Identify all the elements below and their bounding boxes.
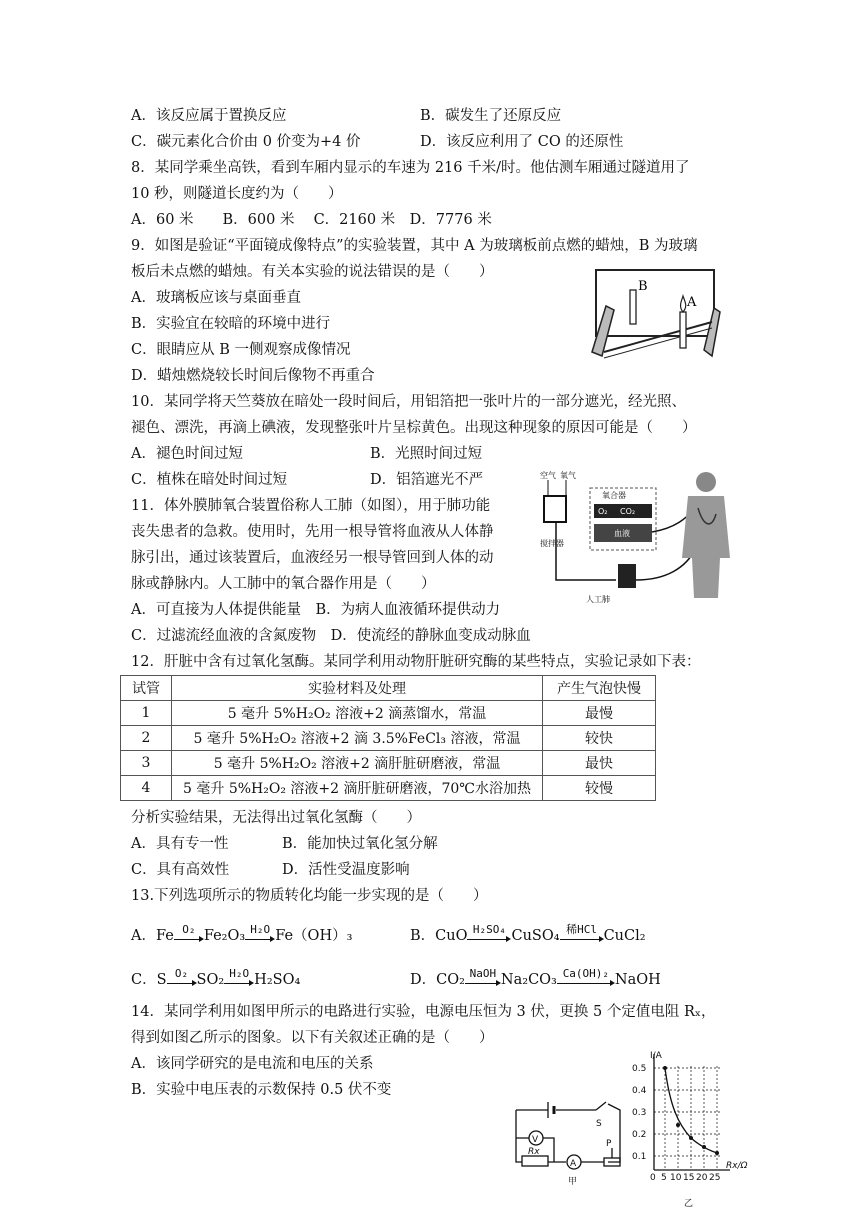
- fig-caption-label: 人工肺: [586, 595, 610, 604]
- q12-option-c: C．具有高效性: [131, 862, 230, 878]
- q7-option-b: B．碳发生了还原反应: [420, 108, 562, 124]
- q12-option-a: A．具有专一性: [131, 836, 229, 852]
- reaction-arrow-icon: H₂SO₄: [467, 929, 511, 943]
- fig-ammeter-label: A: [570, 1159, 577, 1169]
- fig-switch-label: S: [596, 1119, 602, 1129]
- q11-stem-line2: 丧失患者的急救。使用时，先用一根导管将血液从人体静: [131, 524, 494, 540]
- table-row: [121, 701, 656, 726]
- q8-stem-line2: 10 秒，则隧道长度约为（ ）: [131, 186, 343, 202]
- fig-label-b: B: [638, 279, 648, 294]
- q12-option-b: B．能加快过氧化氢分解: [282, 836, 438, 852]
- fig-blood-label: 血液: [614, 529, 630, 538]
- table-cell: 最快: [543, 751, 656, 776]
- q12-stem-line1: 12．肝脏中含有过氧化氢酶。某同学利用动物肝脏研究酶的某些特点，实验记录如下表：: [131, 654, 701, 670]
- graph-x-tick: 20: [696, 1173, 708, 1183]
- q13-d-start: D．CO₂: [410, 972, 465, 988]
- q13-b-end: CuCl₂: [603, 928, 646, 944]
- fig-o2-label: O₂: [598, 507, 608, 516]
- q8-options: A．60 米 B．600 米 C．2160 米 D．7776 米: [131, 212, 492, 228]
- q13-a-end: Fe（OH）₃: [275, 928, 353, 944]
- graph-y-tick: 0.3: [632, 1108, 647, 1118]
- q12-stem-line2: 分析实验结果，无法得出过氧化氢酶（ ）: [131, 810, 421, 826]
- q9-option-a: A．玻璃板应该与桌面垂直: [131, 290, 301, 306]
- graph-y-tick: 0.4: [632, 1086, 647, 1096]
- q11-stem-line3: 脉引出，通过该装置后，血液经另一根导管回到人体的动: [131, 550, 494, 566]
- graph-x-tick: 15: [683, 1173, 695, 1183]
- table-cell: 4: [121, 776, 172, 801]
- fig-jia-caption: 甲: [568, 1177, 578, 1187]
- fig-air-label: 空气: [540, 471, 556, 480]
- q13-option-c: [131, 967, 301, 990]
- table-cell: 5 毫升 5%H₂O₂ 溶液+2 滴肝脏研磨液，常温: [172, 751, 543, 776]
- table-row: [121, 726, 656, 751]
- table-header-cell: 实验材料及处理: [172, 676, 543, 701]
- graph-y-tick: 0.2: [632, 1130, 647, 1140]
- table-row: [121, 751, 656, 776]
- q11-stem-line4: 脉或静脉内。人工肺中的氧合器作用是（ ）: [131, 576, 436, 592]
- q13-c-middle: SO₂: [196, 972, 225, 988]
- q7-option-d: D．该反应利用了 CO 的还原性: [420, 134, 624, 150]
- q14-stem-line1: 14．某同学利用如图甲所示的电路进行实验，电源电压恒为 3 伏，更换 5 个定值电阻 Rₓ，: [131, 1004, 716, 1020]
- graph-x-tick: 10: [670, 1173, 682, 1183]
- reaction-arrow-icon: Ca(OH)₂: [557, 973, 615, 987]
- q13-option-a: [131, 923, 353, 946]
- graph-x-tick: 5: [661, 1173, 667, 1183]
- table-cell: 2: [121, 726, 172, 751]
- q13-c-start: C．S: [131, 972, 167, 988]
- q11-options-cd: C．过滤流经血液的含氮废物 D．使流经的静脉血变成动脉血: [131, 628, 531, 644]
- q12-data-table: [120, 675, 656, 801]
- q10-option-b: B．光照时间过短: [370, 446, 483, 462]
- q9-stem-line2: 板后未点燃的蜡烛。有关本实验的说法错误的是（ ）: [131, 264, 494, 280]
- table-cell: 较快: [543, 726, 656, 751]
- q13-a-start: A．Fe: [131, 928, 174, 944]
- table-cell: 5 毫升 5%H₂O₂ 溶液+2 滴蒸馏水，常温: [172, 701, 543, 726]
- graph-y-axis-label: I/A: [650, 1051, 662, 1061]
- q11-stem-line1: 11．体外膜肺氧合装置俗称人工肺（如图），用于肺功能: [131, 498, 491, 514]
- fig-oxygenator-label: 氧合器: [602, 491, 626, 500]
- current-resistance-graph-yi: [630, 1046, 760, 1212]
- fig-rx-label: Rx: [528, 1147, 540, 1157]
- q13-option-b: [410, 923, 646, 946]
- q13-b-middle: CuSO₄: [511, 928, 560, 944]
- table-header-cell: 产生气泡快慢: [543, 676, 656, 701]
- q13-c-end: H₂SO₄: [254, 972, 301, 988]
- q13-stem: 13.下列选项所示的物质转化均能一步实现的是（ ）: [131, 888, 488, 904]
- q14-option-b: B．实验中电压表的示数保持 0.5 伏不变: [131, 1082, 392, 1098]
- fig-stirrer-label: 搅拌器: [540, 539, 564, 548]
- fig-co2-label: CO₂: [620, 507, 636, 516]
- reaction-arrow-icon: NaOH: [465, 973, 501, 987]
- q10-option-c: C．植株在暗处时间过短: [131, 472, 288, 488]
- q13-b-start: B．CuO: [410, 928, 468, 944]
- reaction-arrow-icon: H₂O: [245, 929, 275, 943]
- circuit-diagram-jia: [508, 1096, 628, 1188]
- q10-stem-line1: 10．某同学将天竺葵放在暗处一段时间后，用铝箔把一张叶片的一部分遮光，经光照、: [131, 394, 686, 410]
- q13-a-middle: Fe₂O₃: [203, 928, 246, 944]
- table-cell: 5 毫升 5%H₂O₂ 溶液+2 滴肝脏研磨液，70℃水浴加热: [172, 776, 543, 801]
- reaction-arrow-icon: O₂: [167, 973, 197, 987]
- artificial-lung-figure: [536, 468, 736, 608]
- fig-slider-label: P: [606, 1139, 612, 1149]
- q9-stem-line1: 9．如图是验证“平面镜成像特点”的实验装置，其中 A 为玻璃板前点燃的蜡烛，B 为玻璃: [131, 238, 698, 254]
- fig-yi-caption: 乙: [684, 1199, 694, 1209]
- graph-x-tick: 25: [709, 1173, 721, 1183]
- q11-options-ab: A．可直接为人体提供能量 B．为病人血液循环提供动力: [131, 602, 501, 618]
- q7-option-a: A．该反应属于置换反应: [131, 108, 287, 124]
- q9-option-d: D．蜡烛燃烧较长时间后像物不再重合: [131, 368, 375, 384]
- q10-option-d: D．铝箔遮光不严: [370, 472, 484, 488]
- fig-label-a: A: [687, 295, 697, 310]
- q14-option-a: A．该同学研究的是电流和电压的关系: [131, 1056, 374, 1072]
- q14-stem-line2: 得到如图乙所示的图象。以下有关叙述正确的是（ ）: [131, 1030, 494, 1046]
- q13-d-middle: Na₂CO₃: [500, 972, 557, 988]
- table-cell: 5 毫升 5%H₂O₂ 溶液+2 滴 3.5%FeCl₃ 溶液，常温: [172, 726, 543, 751]
- q10-stem-line2: 褪色、漂洗，再滴上碘液，发现整张叶片呈棕黄色。出现这种现象的原因可能是（ ）: [131, 420, 697, 436]
- q13-d-end: NaOH: [614, 972, 661, 988]
- graph-x-axis-label: Rx/Ω: [726, 1161, 748, 1171]
- fig-oxygen-label: 氧气: [560, 471, 576, 480]
- q8-stem-line1: 8．某同学乘坐高铁，看到车厢内显示的车速为 216 千米/时。他估测车厢通过隧道用了: [131, 160, 690, 176]
- q7-option-c: C．碳元素化合价由 0 价变为+4 价: [131, 134, 361, 150]
- table-cell: 3: [121, 751, 172, 776]
- table-header-cell: 试管: [121, 676, 172, 701]
- q13-option-d: [410, 967, 661, 990]
- q9-option-b: B．实验宜在较暗的环境中进行: [131, 316, 331, 332]
- table-header-row: [121, 676, 656, 701]
- table-cell: 1: [121, 701, 172, 726]
- q9-option-c: C．眼睛应从 B 一侧观察成像情况: [131, 342, 351, 358]
- graph-y-tick: 0.1: [632, 1152, 647, 1162]
- q10-option-a: A．褪色时间过短: [131, 446, 243, 462]
- fig-voltmeter-label: V: [532, 1135, 539, 1145]
- table-cell: 较慢: [543, 776, 656, 801]
- table-cell: 最慢: [543, 701, 656, 726]
- reaction-arrow-icon: H₂O: [224, 973, 254, 987]
- graph-y-tick: 0.5: [632, 1064, 647, 1074]
- graph-x-tick: 0: [650, 1173, 656, 1183]
- mirror-experiment-figure: [586, 264, 726, 374]
- reaction-arrow-icon: 稀HCl: [560, 929, 604, 943]
- table-row: [121, 776, 656, 801]
- reaction-arrow-icon: O₂: [174, 929, 204, 943]
- q12-option-d: D．活性受温度影响: [282, 862, 410, 878]
